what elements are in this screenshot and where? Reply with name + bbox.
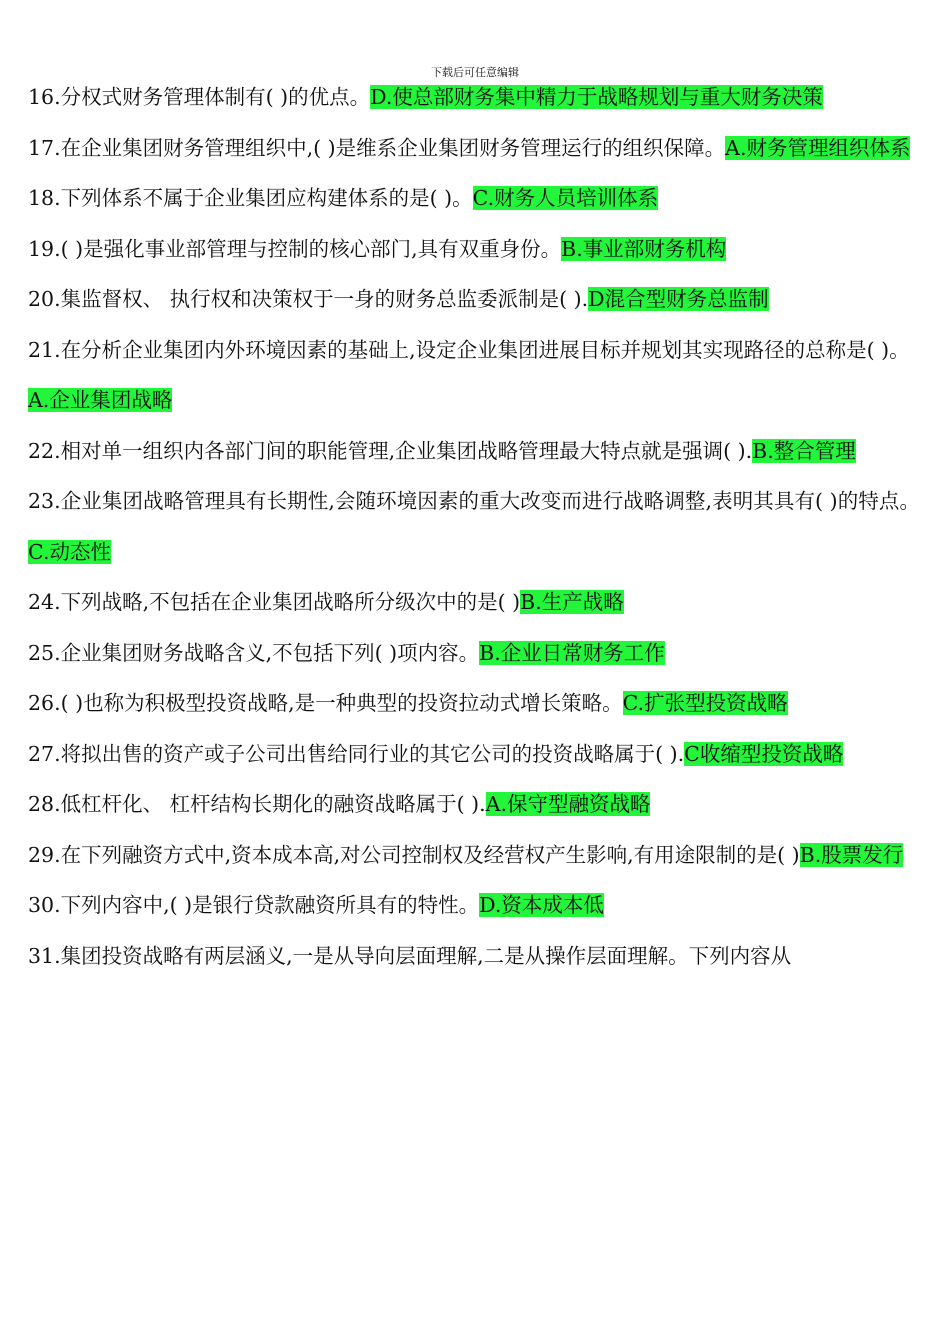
answer-highlight: C.动态性: [28, 539, 111, 564]
question-text: 21.在分析企业集团内外环境因素的基础上,设定企业集团进展目标并规划其实现路径的总称是( )。: [28, 337, 910, 362]
question-20: [28, 274, 920, 325]
answer-highlight: A.保守型融资战略: [485, 792, 651, 816]
answer-highlight: B.整合管理: [752, 438, 856, 463]
answer-highlight: B.企业日常财务工作: [479, 640, 665, 665]
question-23: [28, 476, 920, 577]
question-text: 28.低杠杆化、 杠杆结构长期化的融资战略属于( ).: [28, 792, 486, 816]
question-text: 29.在下列融资方式中,资本成本高,对公司控制权及经营权产生影响,有用途限制的是( ): [28, 842, 800, 867]
answer-highlight: A.企业集团战略: [28, 388, 173, 412]
question-text: 26.( )也称为积极型投资战略,是一种典型的投资拉动式增长策略。: [28, 691, 623, 715]
question-29: [28, 830, 920, 881]
question-16: [28, 72, 920, 123]
question-text: 23.企业集团战略管理具有长期性,会随环境因素的重大改变而进行战略调整,表明其具有( )的特点。: [28, 489, 920, 513]
question-17: [28, 123, 920, 174]
question-text: 17.在企业集团财务管理组织中,( )是维系企业集团财务管理运行的组织保障。: [28, 135, 726, 160]
question-list: [28, 72, 920, 981]
question-text: 30.下列内容中,( )是银行贷款融资所具有的特性。: [28, 893, 480, 917]
answer-highlight: B.生产战略: [520, 590, 624, 614]
question-text: 18.下列体系不属于企业集团应构建体系的是( )。: [28, 186, 473, 210]
question-text: 16.分权式财务管理体制有( )的优点。: [28, 85, 371, 109]
question-text: 27.将拟出售的资产或子公司出售给同行业的其它公司的投资战略属于( ).: [28, 741, 685, 766]
question-text: 31.集团投资战略有两层涵义,一是从导向层面理解,二是从操作层面理解。下列内容从: [28, 943, 792, 968]
question-text: 22.相对单一组织内各部门间的职能管理,企业集团战略管理最大特点就是强调( ).: [28, 438, 753, 463]
question-30: [28, 880, 920, 931]
question-19: [28, 224, 920, 275]
answer-highlight: D.使总部财务集中精力于战略规划与重大财务决策: [370, 85, 823, 109]
question-31: [28, 931, 920, 982]
question-text: 19.( )是强化事业部管理与控制的核心部门,具有双重身份。: [28, 236, 562, 261]
question-25: [28, 628, 920, 679]
answer-highlight: A.财务管理组织体系: [725, 135, 911, 160]
question-26: [28, 678, 920, 729]
answer-highlight: D混合型财务总监制: [588, 287, 769, 311]
question-27: [28, 729, 920, 780]
question-22: [28, 426, 920, 477]
question-text: 24.下列战略,不包括在企业集团战略所分级次中的是( ): [28, 590, 521, 614]
page-header-note: 下载后可任意编辑: [431, 66, 519, 79]
question-18: [28, 173, 920, 224]
question-21: [28, 325, 920, 426]
question-24: [28, 577, 920, 628]
answer-highlight: B.事业部财务机构: [561, 236, 727, 261]
answer-highlight: C.财务人员培训体系: [472, 186, 659, 210]
answer-highlight: D.资本成本低: [479, 893, 604, 917]
answer-highlight: B.股票发行: [799, 842, 904, 867]
answer-highlight: C收缩型投资战略: [684, 741, 844, 766]
answer-highlight: C.扩张型投资战略: [622, 691, 788, 715]
question-28: [28, 779, 920, 830]
question-text: 20.集监督权、 执行权和决策权于一身的财务总监委派制是( ).: [28, 287, 589, 311]
question-text: 25.企业集团财务战略含义,不包括下列( )项内容。: [28, 640, 480, 665]
